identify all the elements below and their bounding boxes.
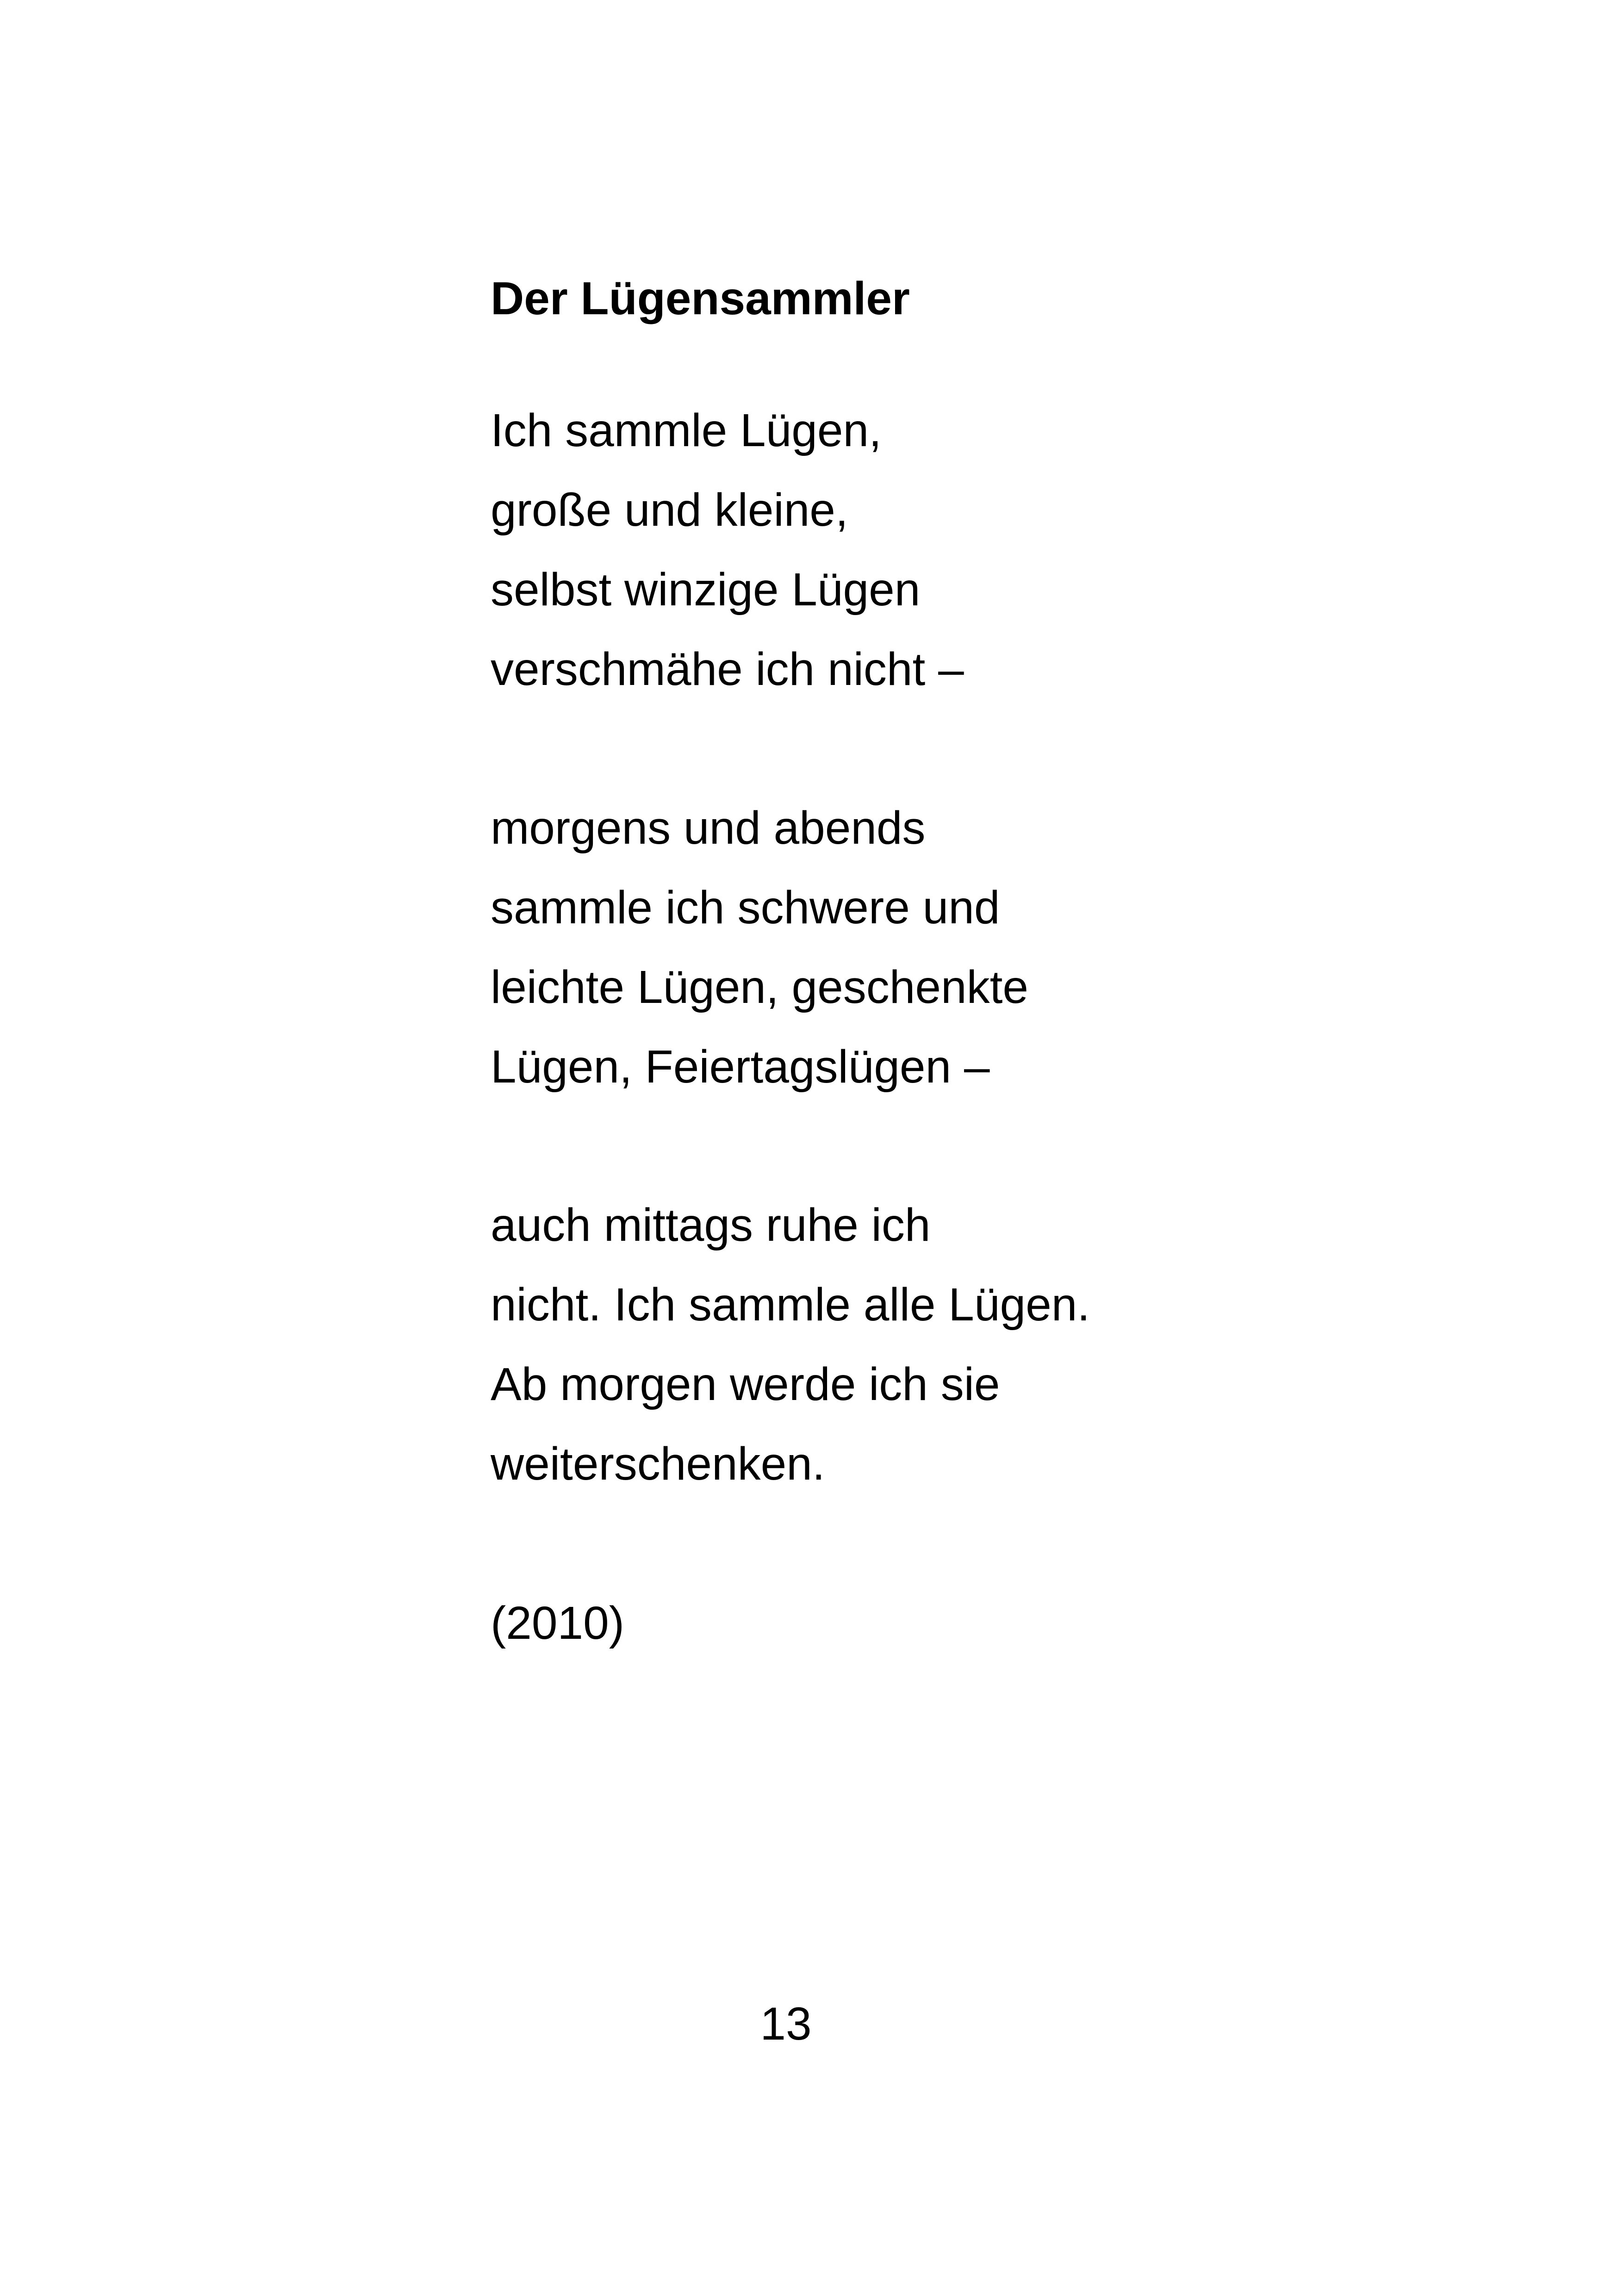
- poem-title: Der Lügensammler: [491, 273, 910, 324]
- poem-line: Ich sammle Lügen,: [491, 404, 882, 456]
- poem-line: Lügen, Feiertagslügen –: [491, 1041, 990, 1093]
- page-number: 13: [760, 1998, 812, 2050]
- poem-line: Ab morgen werde ich sie: [491, 1358, 1000, 1410]
- poem-line: sammle ich schwere und: [491, 882, 1000, 933]
- poem-line: große und kleine,: [491, 484, 848, 536]
- poem-line: verschmähe ich nicht –: [491, 643, 964, 695]
- poem-line: nicht. Ich sammle alle Lügen.: [491, 1279, 1090, 1331]
- poem-line: leichte Lügen, geschenkte: [491, 961, 1028, 1013]
- poem-line: selbst winzige Lügen: [491, 564, 921, 616]
- poem-line: morgens und abends: [491, 802, 926, 854]
- poem-year: (2010): [491, 1597, 625, 1649]
- poem-line: weiterschenken.: [491, 1438, 825, 1490]
- poem-line: auch mittags ruhe ich: [491, 1199, 931, 1251]
